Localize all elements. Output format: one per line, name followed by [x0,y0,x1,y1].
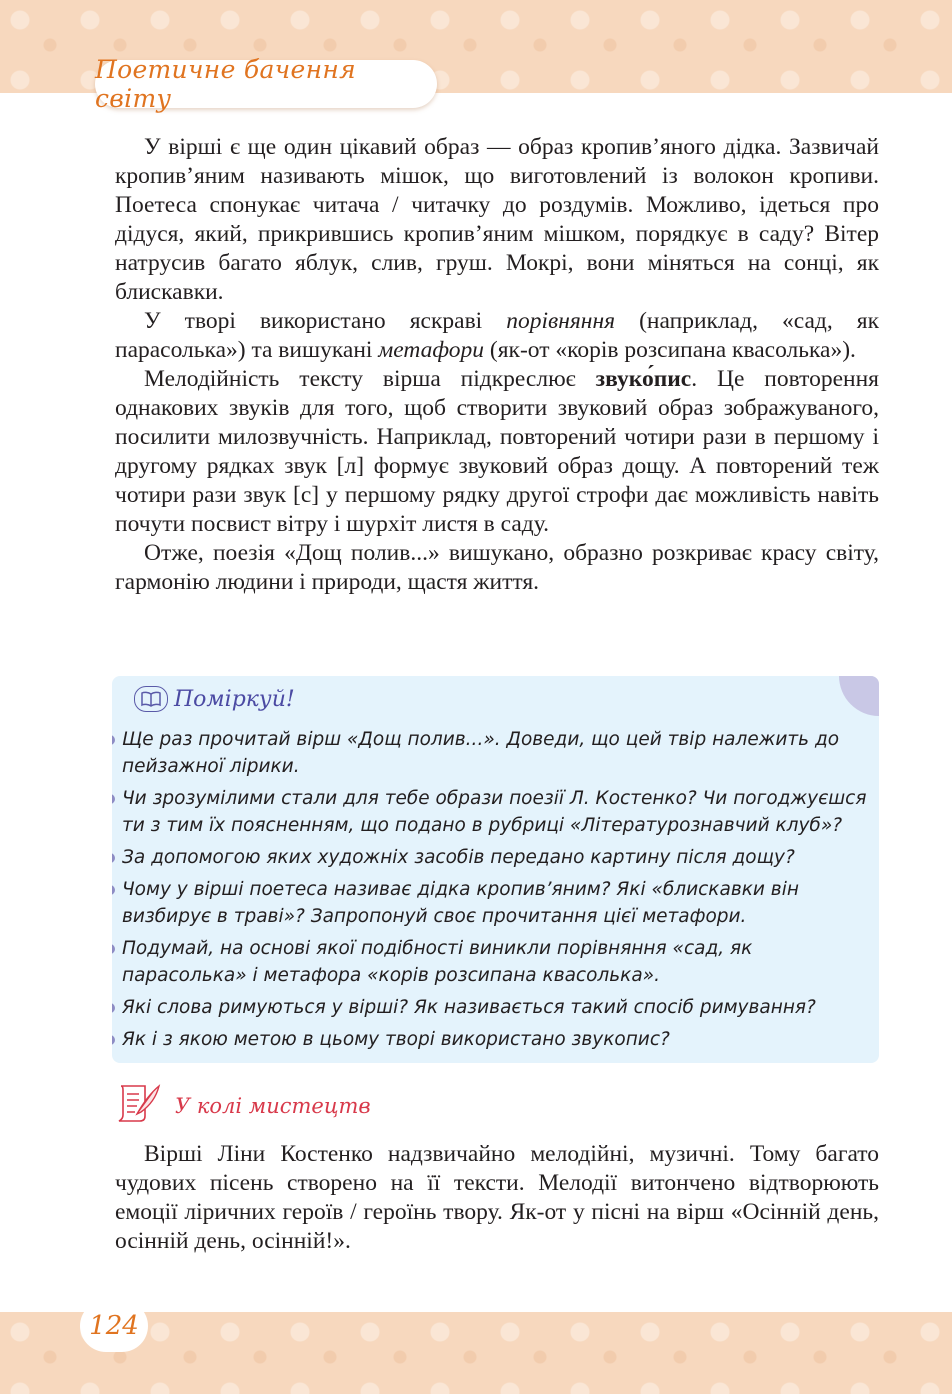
art-section-header [115,1082,371,1129]
art-section-title: У колі мистецтв [175,1093,371,1118]
art-section-text-block [115,1140,879,1256]
paragraph-3-text: . Це повторення однакових звуків для того, щоб створити звуковий образ зображуваного, посилити милозвучність. Наприклад, повторений чотири рази в першому і другому рядках звук [л] формує звуковий образ дощу. А повторений теж чотири рази звук [с] у першому рядку другої строфи дає можливість навіть почути посвист вітру і шурхіт листя в саду. [115,366,879,537]
paragraph-2-text: (як-от «корів розсипана квасолька»). [484,337,856,363]
bullet-icon [112,853,115,863]
question-text: Чи зрозумілими стали для тебе образи поезії Л. Костенко? Чи погоджуєшся ти з тим їх поясненням, що подано в рубриці «Літературознавчий клуб»? [122,788,867,836]
term-sound-painting: звуко́пис [595,366,692,392]
question-text: За допомогою яких художніх засобів передано картину після дощу? [122,847,795,868]
open-book-icon [134,686,168,712]
bullet-icon [112,944,115,954]
question-text: Які слова римуються у вірші? Як називається такий спосіб римування? [122,997,816,1018]
question-list [112,726,879,1058]
question-item [112,785,879,839]
bullet-icon [112,885,115,895]
question-item [112,994,879,1021]
paragraph-1: У вірші є ще один цікавий образ — образ кропив’яного дідка. Зазвичай кропив’яним називають мішок, що виготовлений із волокон кропиви. Поетеса спонукає читача / читачку до роздумів. Можливо, ідеться про дідуся, який, прикрившись кропив’яним мішком, порядкує в саду? Вітер натрусив багато яблук, слив, груш. Мокрі, вони міняться на сонці, як блискавки. [115,134,879,305]
bullet-icon [112,794,115,804]
question-item [112,935,879,989]
bullet-icon [112,1003,115,1013]
term-metaphor: метафори [378,337,485,363]
paragraph-3 [115,365,879,539]
think-box [112,676,879,1063]
question-text: Як і з якою метою в цьому творі використано звукопис? [122,1029,670,1050]
think-box-header [134,686,295,712]
paragraph-3-text: Мелодійність тексту вірша підкреслює [144,366,596,392]
question-item [112,726,879,780]
paragraph-2-text: У творі використано яскраві [144,308,507,334]
art-section-paragraph: Вірші Ліни Костенко надзвичайно мелодійні, музичні. Тому багато чудових пісень створено на її тексти. Мелодії витончено відтворюють емоції ліричних героїв / героїнь твору. Як-от у пісні на вірш «Осінній день, осінній день, осінній!». [115,1141,879,1254]
page-number: 124 [89,1311,139,1341]
bullet-icon [112,735,115,745]
section-title: Поетичне бачення світу [95,55,357,113]
section-title-tab [95,55,437,113]
think-box-title: Поміркуй! [174,686,295,712]
bullet-icon [112,1035,115,1045]
question-item [112,876,879,930]
question-item [112,1026,879,1053]
question-text: Ще раз прочитай вірш «Дощ полив...». Доведи, що цей твір належить до пейзажної лірики. [122,729,840,777]
page-number-badge [80,1300,148,1352]
paragraph-4: Отже, поезія «Дощ полив...» вишукано, образно розкриває красу світу, гармонію людини і природи, щастя життя. [115,540,879,595]
question-text: Чому у вірші поетеса називає дідка кропив’яним? Які «блискавки він визбирує в траві»? Запропонуй своє прочитання цієї метафори. [122,879,799,927]
paragraph-2-text: (наприклад, «сад, як парасолька») та вишукані [115,308,879,363]
term-comparison: порівняння [506,308,616,334]
question-text: Подумай, на основі якої подібності виникли порівняння «сад, як парасолька» і метафора «корів розсипана квасолька». [122,938,753,986]
scroll-quill-icon [115,1082,161,1129]
main-text [115,133,879,597]
question-item [112,844,879,871]
paragraph-2 [115,307,879,365]
think-box-corner-decoration [839,676,879,716]
